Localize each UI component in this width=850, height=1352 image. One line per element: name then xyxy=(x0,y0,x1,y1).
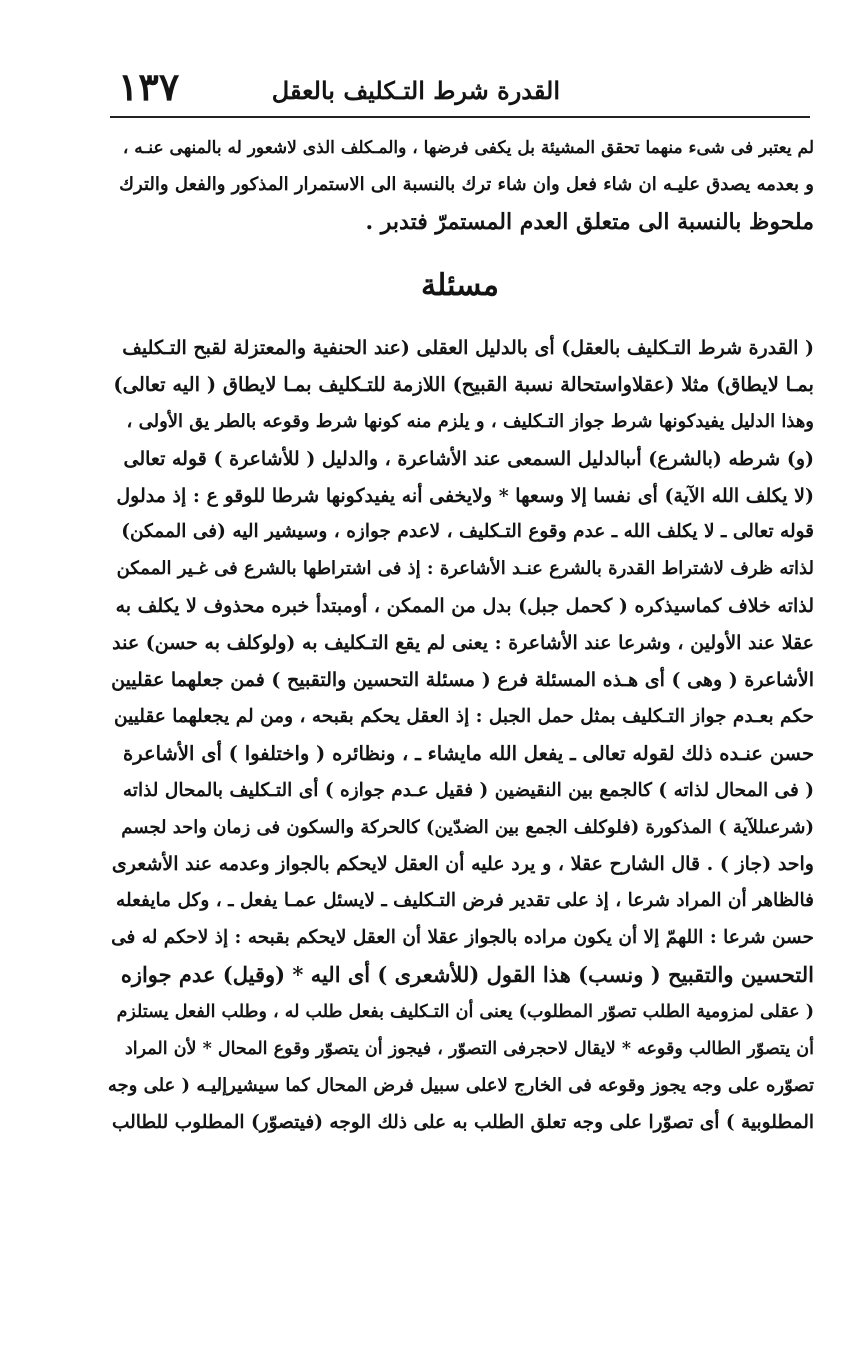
text-line: (شرعىللآية ) المذكورة (فلوكلف الجمع بين الضدّين) كالحركة والسكون فى زمان واحد لجسم xyxy=(121,816,814,838)
text-line: تصوّره على وجه يجوز وقوعه فى الخارج لاعلى سبيل فرض المحال كما سيشيرإليـه ( على وجه xyxy=(108,1074,814,1096)
text-line: عقلا عند الأولين ، وشرعا عند الأشاعرة : يعنى لم يقع التـكليف به (ولوكلف به حسن) عند xyxy=(112,632,814,655)
text-line: ( عقلى لمزومية الطلب تصوّر المطلوب) يعنى أن التـكليف بفعل طلب له ، وطلب الفعل يستلزم xyxy=(116,1002,814,1023)
header-rule xyxy=(110,116,810,118)
text-line: أن يتصوّر الطالب وقوعه * لايقال لاحجرفى التصوّر ، فيجوز أن يتصوّر وقوع المحال * لأن المراد xyxy=(124,1038,814,1059)
text-line: فالظاهر أن المراد شرعا ، إذ على تقدير فرض التـكليف ـ لايسئل عمـا يفعل ـ ، وكل مايفعله xyxy=(116,890,814,912)
text-line: قوله تعالى ـ لا يكلف الله ـ عدم وقوع التـكليف ، لاعدم جوازه ، وسيشير اليه (فى الممكن) xyxy=(121,521,814,543)
text-line: ( فى المحال لذاته ) كالجمع بين النقيضين ( فقيل عـدم جوازه ) أى التـكليف بالمحال لذاته xyxy=(122,779,814,801)
text-line: لذاته ظرف لاشتراط القدرة بالشرع عنـد الأشاعرة : إذ فى اشتراطها بالشرع فى غـير الممكن xyxy=(116,558,814,580)
text-line: ملحوظ بالنسبة الى متعلق العدم المستمرّ فتدبر . xyxy=(365,208,814,235)
text-line: و بعدمه يصدق عليـه ان شاء فعل وان شاء ترك بالنسبة الى الاستمرار المذكور والفعل والترك xyxy=(119,173,814,195)
text-line: ( القدرة شرط التـكليف بالعقل) أى بالدليل العقلى (عند الحنفية والمعتزلة لقبح التـكليف xyxy=(122,337,814,359)
text-line: حكم بعـدم جواز التـكليف بمثل حمل الجبل : إذ العقل يحكم بقبحه ، ومن لم يجعلهما عقليين xyxy=(114,705,814,727)
text-line: حسن عنـده ذلك لقوله تعالى ـ يفعل الله مايشاء ـ ، ونظائره ( واختلفوا ) أى الأشاعرة xyxy=(122,741,814,765)
running-title: القدرة شرط التـكليف بالعقل xyxy=(271,76,560,105)
text-line: المطلوبية ) أى تصوّرا على وجه تعلق الطلب به على ذلك الوجه (فيتصوّر) المطلوب للطالب xyxy=(111,1111,814,1133)
text-line: التحسين والتقبيح ( ونسب) هذا القول (للأشعرى ) أى اليه * (وقيل) عدم جوازه xyxy=(120,962,814,988)
text-line: الأشاعرة ( وهى ) أى هـذه المسئلة فرع ( مسئلة التحسين والتقبيح ) فمن جعلهما عقليين xyxy=(111,669,814,692)
page-number: ١٣٧ xyxy=(118,64,180,109)
text-line: بمـا لايطاق) مثلا (عقلاواستحالة نسبة القبيح) اللازمة للتـكليف بمـا لايطاق ( اليه تعالى) xyxy=(113,372,814,396)
text-line: (و) شرطه (بالشرع) أىبالدليل السمعى عند الأشاعرة ، والدليل ( للأشاعرة ) قوله تعالى xyxy=(123,447,814,470)
text-line: وهذا الدليل يفيدكونها شرط جواز التـكليف ، و يلزم منه كونها شرط وقوعه بالطر يق الأولى ، xyxy=(126,410,814,432)
page-header xyxy=(110,58,810,118)
text-line: حسن شرعا : اللهمّ إلا أن يكون مراده بالجواز عقلا أن العقل لايحكم بقبحه : إذ لاحكم له فى xyxy=(111,927,814,949)
text-line: لذاته خلاف كماسيذكره ( كحمل جبل) بدل من الممكن ، أومبتدأ خبره محذوف لا يكلف به xyxy=(115,595,814,618)
text-line: (لا يكلف الله الآية) أى نفسا إلا وسعها * ولايخفى أنه يفيدكونها شرطا للوقو ع : إذ مدلول xyxy=(116,484,814,507)
intro-paragraph xyxy=(108,130,814,241)
body-paragraph xyxy=(108,330,814,1142)
section-heading: مسئلة xyxy=(421,268,499,303)
text-line: واحد (جاز ) . قال الشارح عقلا ، و يرد عليه أن العقل لايحكم بالجواز وعدمه عند الأشعرى xyxy=(111,853,814,876)
text-line: لم يعتبر فى شىء منهما تحقق المشيئة بل يكفى فرضها ، والمـكلف الذى لاشعور له بالمنهى عنـه ، xyxy=(122,138,814,158)
